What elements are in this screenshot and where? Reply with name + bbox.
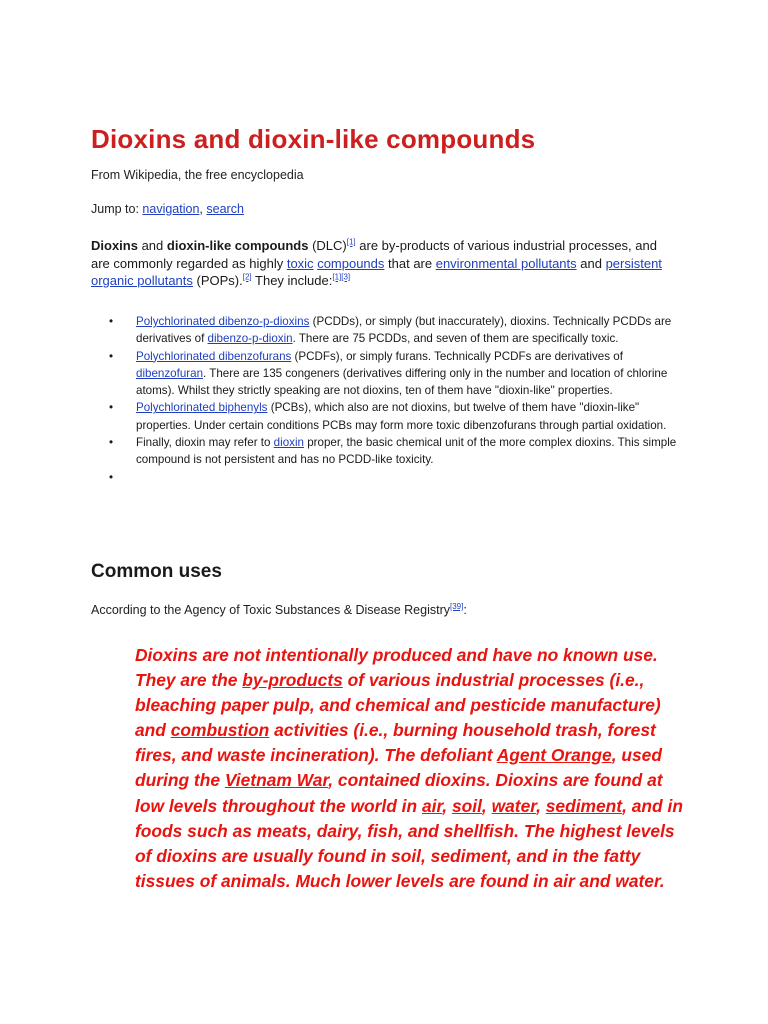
quote-text: , contained dioxins. Dioxins are found at low levels throughout the world in bbox=[135, 770, 663, 816]
environmental-pollutants-link[interactable]: environmental pollutants bbox=[435, 255, 577, 271]
list-text: . There are 135 congeners (derivatives differing only in the number and location of chlorine atoms). Whilst they strictly speaking are not dioxins, ten of them have "dioxin-like" properties. bbox=[136, 366, 668, 398]
citation-link[interactable]: [2] bbox=[242, 272, 252, 282]
jump-separator: , bbox=[199, 202, 203, 216]
underlined-combustion: combustion bbox=[170, 720, 270, 741]
quote-text: Dioxins are not intentionally produced and have no known use. They are the bbox=[135, 645, 658, 691]
source-colon: : bbox=[463, 603, 467, 617]
underlined-air: air bbox=[421, 795, 443, 816]
list-text: (PCDDs), or simply (but inaccurately), dioxins. Technically PCDDs are derivatives of bbox=[136, 315, 672, 346]
underlined-by-products: by-products bbox=[242, 670, 343, 691]
intro-text: and bbox=[137, 238, 167, 253]
quote-text: of various industrial processes (i.e., bleaching paper pulp, and chemical and pesticide manufacture) and bbox=[135, 670, 661, 741]
jump-to-label: Jump to: bbox=[91, 202, 139, 216]
list-item-dioxin bbox=[136, 434, 696, 469]
compound-types-list bbox=[91, 313, 696, 486]
intro-paragraph bbox=[91, 237, 671, 290]
list-text: . There are 75 PCDDs, and seven of them are specifically toxic. bbox=[292, 332, 619, 346]
underlined-agent-orange: Agent Orange bbox=[496, 745, 612, 766]
pcdd-link[interactable]: Polychlorinated dibenzo-p-dioxins bbox=[136, 315, 310, 328]
underlined-sediment: sediment bbox=[545, 795, 623, 816]
citation-link[interactable]: [39] bbox=[449, 601, 464, 611]
quote-text: , bbox=[481, 795, 492, 816]
tagline: From Wikipedia, the free encyclopedia bbox=[91, 168, 304, 182]
quote-text: , used during the bbox=[135, 745, 662, 791]
quote-block bbox=[135, 643, 695, 894]
underlined-vietnam-war: Vietnam War bbox=[224, 770, 329, 791]
quote-text: activities (i.e., burning household trash, forest fires, and waste incineration). The defoliant bbox=[135, 720, 656, 766]
list-item-empty bbox=[136, 469, 696, 486]
citation-link[interactable]: [1] bbox=[346, 237, 356, 247]
toxic-link[interactable]: toxic bbox=[286, 255, 314, 271]
underlined-water: water bbox=[491, 795, 537, 816]
pcb-link[interactable]: Polychlorinated biphenyls bbox=[136, 401, 268, 415]
intro-text: and bbox=[576, 255, 606, 271]
intro-text: that are bbox=[384, 255, 436, 271]
navigation-link[interactable]: navigation bbox=[142, 202, 200, 216]
list-text: Finally, dioxin may refer to bbox=[136, 436, 274, 450]
list-item-pcb bbox=[136, 399, 696, 434]
quote-text: , bbox=[442, 795, 452, 816]
search-link[interactable]: search bbox=[206, 202, 244, 216]
intro-text: (POPs). bbox=[192, 273, 243, 288]
intro-text: They include: bbox=[251, 273, 333, 288]
list-text: proper, the basic chemical unit of the more complex dioxins. This simple compound is not persistent and has no PCDD-like toxicity. bbox=[136, 436, 677, 467]
section-heading-common-uses: Common uses bbox=[91, 561, 222, 582]
term-dlc: dioxin-like compounds bbox=[166, 238, 309, 253]
underlined-soil: soil bbox=[451, 795, 482, 816]
list-text: (PCBs), which also are not dioxins, but twelve of them have "dioxin-like" properties. Under certain conditions PCBs may form more toxic dibenzofurans through partial oxidation. bbox=[136, 401, 667, 432]
compounds-link[interactable]: compounds bbox=[317, 255, 385, 271]
quote-text: , and in foods such as meats, dairy, fish, and shellfish. The highest levels of dioxins are usually found in soil, sediment, and in the fatty tissues of animals. Much lower levels are found in air and water. bbox=[135, 795, 683, 891]
dibenzofuran-link[interactable]: dibenzofuran bbox=[136, 366, 204, 380]
list-text: (PCDFs), or simply furans. Technically PCDFs are derivatives of bbox=[291, 349, 623, 363]
persistent-organic-pollutants-link[interactable]: persistent organic pollutants bbox=[91, 255, 662, 288]
pcdf-link[interactable]: Polychlorinated dibenzofurans bbox=[136, 349, 292, 363]
source-line bbox=[91, 603, 467, 617]
source-text: According to the Agency of Toxic Substances & Disease Registry bbox=[91, 603, 450, 617]
dioxin-link[interactable]: dioxin bbox=[273, 436, 304, 450]
list-item-pcdd bbox=[136, 313, 696, 348]
intro-text: (DLC) bbox=[308, 238, 347, 253]
list-item-pcdf bbox=[136, 348, 696, 400]
citation-link[interactable]: [1][3] bbox=[332, 272, 351, 282]
quote-text: , bbox=[536, 795, 546, 816]
page-title: Dioxins and dioxin-like compounds bbox=[91, 124, 536, 154]
dibenzo-p-dioxin-link[interactable]: dibenzo-p-dioxin bbox=[207, 332, 293, 346]
term-dioxins: Dioxins bbox=[91, 238, 138, 253]
intro-text: are by-products of various industrial processes, and are commonly regarded as highly bbox=[91, 238, 657, 271]
jump-to-bar bbox=[91, 202, 244, 216]
